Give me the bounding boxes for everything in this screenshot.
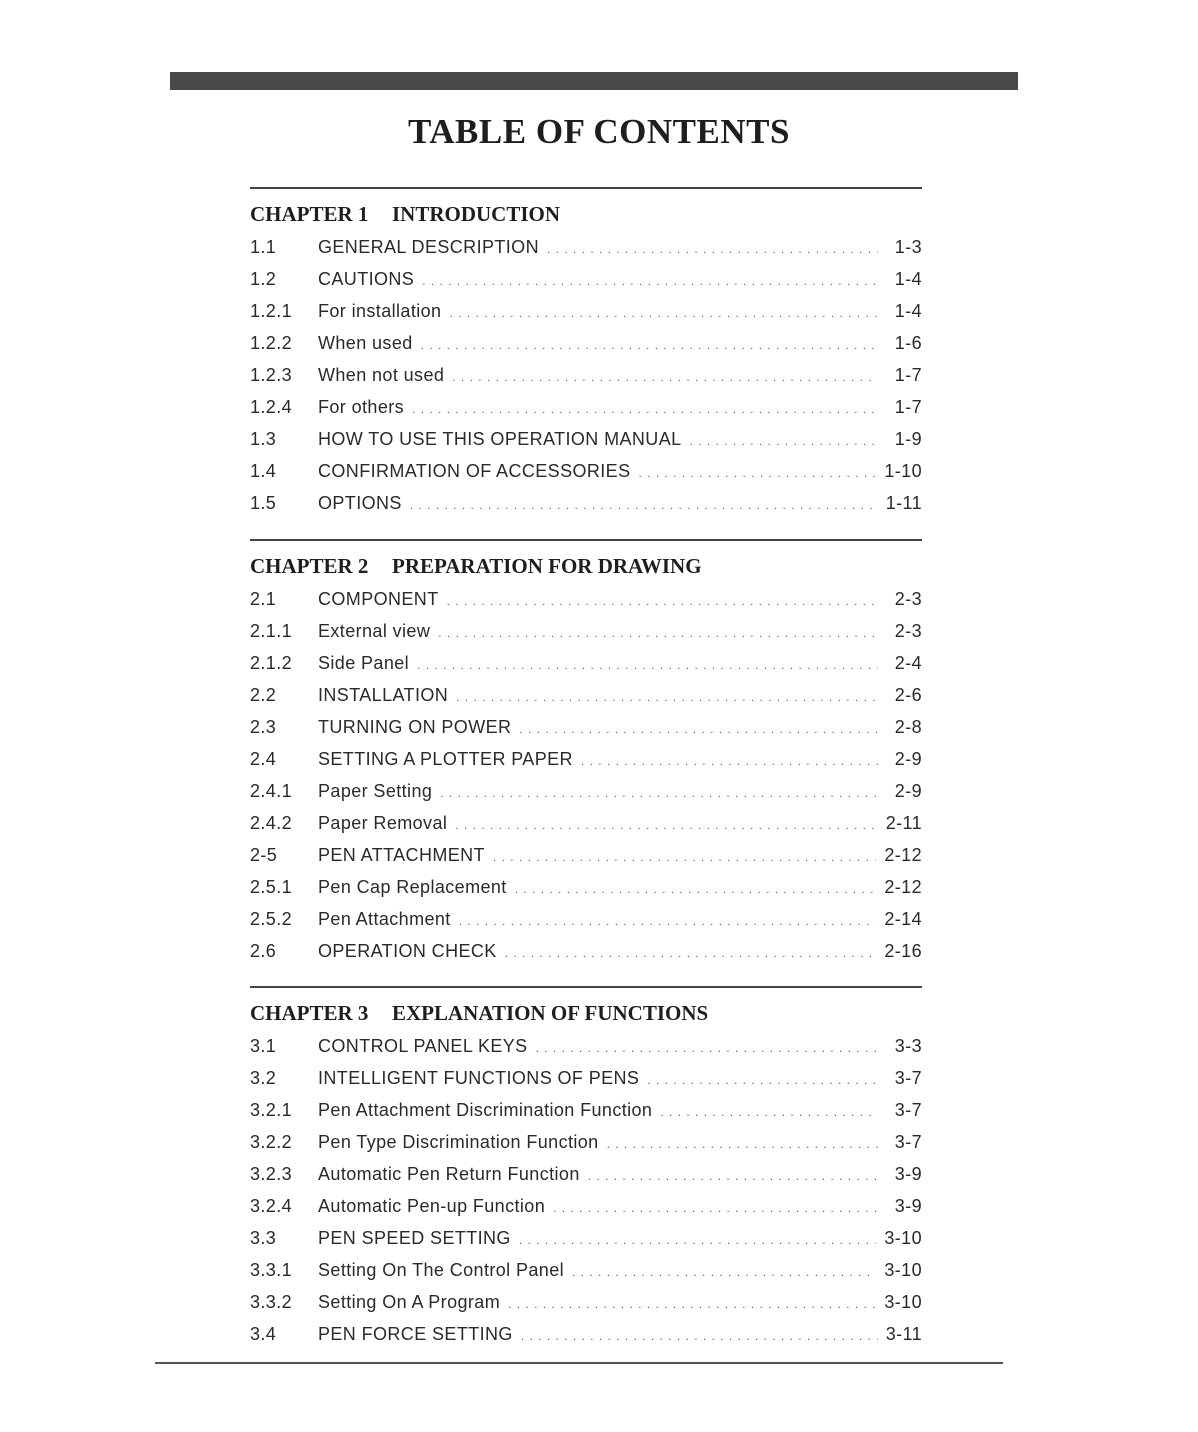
toc-entry[interactable]: [250, 839, 922, 871]
chapter-section: [250, 986, 922, 1350]
page-number: 1-10: [884, 461, 922, 481]
toc-entry[interactable]: [250, 647, 922, 679]
page-number: 1-6: [894, 333, 922, 353]
section-title: CAUTIONS: [318, 269, 415, 289]
page-number: 3-3: [894, 1036, 922, 1056]
page-number: 2-3: [894, 621, 922, 641]
page-number: 2-9: [894, 749, 922, 769]
section-title: Pen Attachment: [318, 909, 451, 929]
dot-leader: [412, 393, 878, 425]
toc-entry[interactable]: [250, 231, 922, 263]
chapter-heading: [250, 199, 922, 229]
dot-leader: [508, 1288, 876, 1320]
toc-entry[interactable]: [250, 1158, 922, 1190]
page-number: 3-10: [884, 1260, 922, 1280]
section-number: 3.4: [250, 1324, 277, 1344]
page-number: 1-9: [894, 429, 922, 449]
page-number: 1-11: [885, 493, 922, 513]
toc-entry[interactable]: [250, 615, 922, 647]
section-number: 3.1: [250, 1036, 277, 1056]
section-title: CONFIRMATION OF ACCESSORIES: [318, 461, 631, 481]
section-title: For installation: [318, 301, 442, 321]
section-number: 2.4.2: [250, 813, 293, 833]
dot-leader: [588, 1160, 878, 1192]
dot-leader: [553, 1192, 878, 1224]
dot-leader: [536, 1032, 878, 1064]
section-title: INTELLIGENT FUNCTIONS OF PENS: [318, 1068, 640, 1088]
section-title: Setting On A Program: [318, 1292, 501, 1312]
section-number: 2.6: [250, 941, 277, 961]
chapter-label: CHAPTER 3: [250, 1001, 369, 1025]
section-number: 1.2.3: [250, 365, 293, 385]
section-title: PEN ATTACHMENT: [318, 845, 485, 865]
page-title: TABLE OF CONTENTS: [408, 112, 790, 151]
toc-entry[interactable]: [250, 423, 922, 455]
dot-leader: [421, 329, 878, 361]
page-number: 1-4: [894, 269, 922, 289]
dot-leader: [447, 585, 878, 617]
chapter-name: INTRODUCTION: [392, 202, 561, 226]
section-number: 2.4.1: [250, 781, 293, 801]
dot-leader: [519, 713, 878, 745]
section-title: OPTIONS: [318, 493, 402, 513]
dot-leader: [505, 937, 877, 969]
toc-entry[interactable]: [250, 743, 922, 775]
toc-entry[interactable]: [250, 871, 922, 903]
page-number: 2-3: [894, 589, 922, 609]
chapter-rule: [250, 187, 922, 189]
toc-entry[interactable]: [250, 327, 922, 359]
section-number: 1.2.2: [250, 333, 293, 353]
section-number: 2-5: [250, 845, 278, 865]
section-title: Paper Removal: [318, 813, 448, 833]
section-number: 2.3: [250, 717, 277, 737]
dot-leader: [459, 905, 877, 937]
section-number: 1.5: [250, 493, 277, 513]
section-number: 3.3: [250, 1228, 277, 1248]
dot-leader: [422, 265, 878, 297]
section-number: 1.2: [250, 269, 277, 289]
toc-entry[interactable]: [250, 1254, 922, 1286]
section-number: 3.2.2: [250, 1132, 293, 1152]
dot-leader: [521, 1320, 878, 1352]
chapter-label: CHAPTER 1: [250, 202, 369, 226]
section-number: 1.4: [250, 461, 277, 481]
toc-entry[interactable]: [250, 1062, 922, 1094]
page-number: 2-8: [894, 717, 922, 737]
toc-entry[interactable]: [250, 1126, 922, 1158]
toc-entry[interactable]: [250, 1190, 922, 1222]
page-number: 2-12: [884, 845, 922, 865]
section-number: 3.2: [250, 1068, 277, 1088]
dot-leader: [647, 1064, 878, 1096]
chapter-section: [250, 539, 922, 967]
dot-leader: [690, 425, 878, 457]
dot-leader: [515, 873, 877, 905]
page-number: 2-14: [884, 909, 922, 929]
dot-leader: [581, 745, 878, 777]
toc-entry[interactable]: [250, 1030, 922, 1062]
section-title: Paper Setting: [318, 781, 433, 801]
page-number: 2-6: [894, 685, 922, 705]
section-number: 1.2.1: [250, 301, 293, 321]
page-number: 3-9: [894, 1196, 922, 1216]
section-title: Setting On The Control Panel: [318, 1260, 565, 1280]
chapter-heading: [250, 998, 922, 1028]
section-number: 1.3: [250, 429, 277, 449]
toc-entry[interactable]: [250, 487, 922, 519]
dot-leader: [547, 233, 878, 265]
section-title: OPERATION CHECK: [318, 941, 497, 961]
dot-leader: [493, 841, 876, 873]
page-number: 2-4: [894, 653, 922, 673]
toc-entry[interactable]: [250, 359, 922, 391]
section-number: 3.3.2: [250, 1292, 293, 1312]
toc-entry[interactable]: [250, 935, 922, 967]
dot-leader: [452, 361, 878, 393]
toc-entry[interactable]: [250, 391, 922, 423]
dot-leader: [455, 809, 877, 841]
footer-rule: [155, 1362, 1003, 1364]
toc-entry[interactable]: [250, 263, 922, 295]
page-number: 1-3: [894, 237, 922, 257]
section-title: Automatic Pen-up Function: [318, 1196, 546, 1216]
toc-entry[interactable]: [250, 903, 922, 935]
chapter-rule: [250, 986, 922, 988]
page-number: 2-11: [885, 813, 922, 833]
page-number: 1-4: [894, 301, 922, 321]
section-title: SETTING A PLOTTER PAPER: [318, 749, 573, 769]
section-title: Automatic Pen Return Function: [318, 1164, 580, 1184]
dot-leader: [660, 1096, 878, 1128]
section-title: INSTALLATION: [318, 685, 449, 705]
section-title: TURNING ON POWER: [318, 717, 512, 737]
section-title: PEN FORCE SETTING: [318, 1324, 513, 1344]
page-number: 3-7: [894, 1100, 922, 1120]
dot-leader: [519, 1224, 877, 1256]
section-title: When not used: [318, 365, 445, 385]
section-number: 2.1: [250, 589, 277, 609]
dot-leader: [449, 297, 878, 329]
section-number: 1.1: [250, 237, 277, 257]
chapter-section: [250, 187, 922, 519]
section-number: 3.2.1: [250, 1100, 293, 1120]
toc-entry[interactable]: [250, 679, 922, 711]
dot-leader: [440, 777, 878, 809]
section-number: 2.1.2: [250, 653, 293, 673]
section-number: 3.2.4: [250, 1196, 293, 1216]
section-title: PEN SPEED SETTING: [318, 1228, 511, 1248]
chapter-heading: [250, 551, 922, 581]
toc-entry[interactable]: [250, 455, 922, 487]
page-number: 3-7: [894, 1068, 922, 1088]
section-title: Pen Type Discrimination Function: [318, 1132, 599, 1152]
page-number: 2-12: [884, 877, 922, 897]
section-title: For others: [318, 397, 405, 417]
toc-entry[interactable]: [250, 1286, 922, 1318]
section-title: CONTROL PANEL KEYS: [318, 1036, 528, 1056]
toc-entry[interactable]: [250, 295, 922, 327]
dot-leader: [607, 1128, 878, 1160]
toc-entry[interactable]: [250, 711, 922, 743]
dot-leader: [410, 489, 878, 521]
toc-entry[interactable]: [250, 1222, 922, 1254]
section-title: When used: [318, 333, 413, 353]
dot-leader: [438, 617, 878, 649]
section-title: Pen Attachment Discrimination Function: [318, 1100, 653, 1120]
chapter-rule: [250, 539, 922, 541]
section-title: External view: [318, 621, 431, 641]
toc-entry[interactable]: [250, 775, 922, 807]
page-number: 2-9: [894, 781, 922, 801]
dot-leader: [639, 457, 877, 489]
dot-leader: [417, 649, 878, 681]
section-number: 2.2: [250, 685, 277, 705]
page-number: 2-16: [884, 941, 922, 961]
section-number: 3.3.1: [250, 1260, 293, 1280]
section-number: 2.5.2: [250, 909, 293, 929]
chapter-name: PREPARATION FOR DRAWING: [392, 554, 702, 578]
section-number: 3.2.3: [250, 1164, 293, 1184]
dot-leader: [572, 1256, 876, 1288]
page-number: 3-9: [894, 1164, 922, 1184]
toc-entry[interactable]: [250, 1318, 922, 1350]
section-number: 2.4: [250, 749, 277, 769]
section-number: 2.1.1: [250, 621, 293, 641]
page-number: 1-7: [894, 397, 922, 417]
toc-entry[interactable]: [250, 1094, 922, 1126]
toc-entry[interactable]: [250, 583, 922, 615]
section-title: HOW TO USE THIS OPERATION MANUAL: [318, 429, 682, 449]
section-title: Side Panel: [318, 653, 410, 673]
section-title: COMPONENT: [318, 589, 439, 609]
header-bar: [170, 72, 1018, 90]
page-number: 3-11: [885, 1324, 922, 1344]
section-number: 1.2.4: [250, 397, 293, 417]
section-title: Pen Cap Replacement: [318, 877, 507, 897]
page-number: 3-10: [884, 1292, 922, 1312]
toc-entry[interactable]: [250, 807, 922, 839]
page-number: 3-7: [894, 1132, 922, 1152]
chapter-label: CHAPTER 2: [250, 554, 369, 578]
section-number: 2.5.1: [250, 877, 293, 897]
page-number: 3-10: [884, 1228, 922, 1248]
page-number: 1-7: [894, 365, 922, 385]
chapter-name: EXPLANATION OF FUNCTIONS: [392, 1001, 709, 1025]
dot-leader: [456, 681, 878, 713]
section-title: GENERAL DESCRIPTION: [318, 237, 539, 257]
